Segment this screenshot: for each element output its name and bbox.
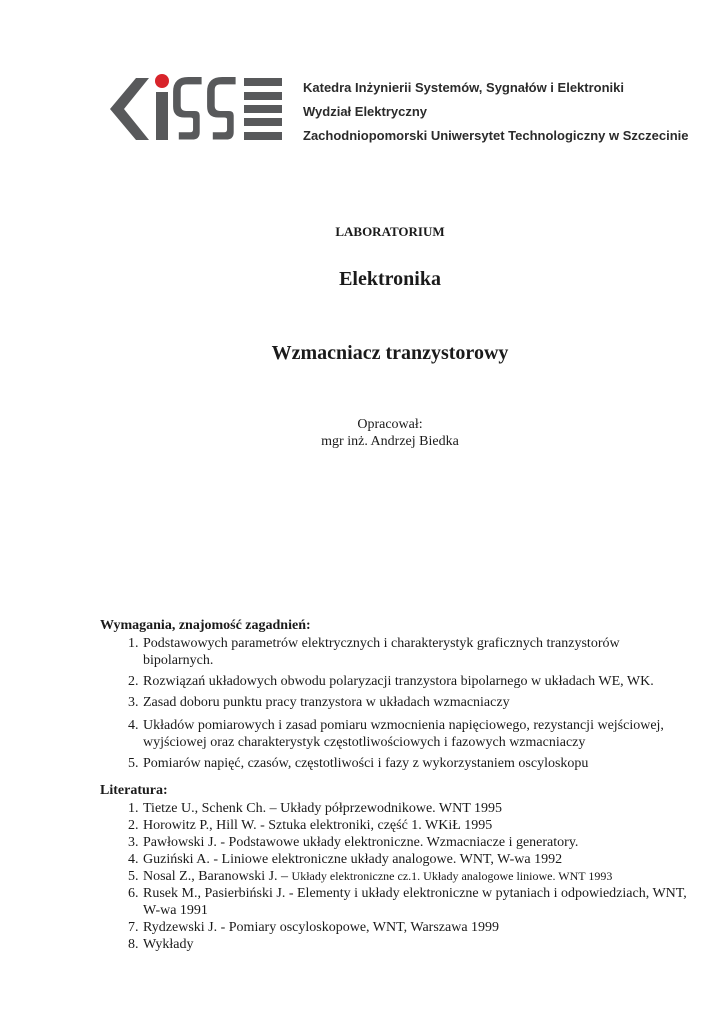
requirements-list bbox=[128, 635, 688, 776]
list-item: 5. Pomiarów napięć, czasów, częstotliwości i fazy z wykorzystaniem oscyloskopu bbox=[128, 756, 589, 771]
kisse-logo bbox=[108, 72, 288, 146]
requirements-heading: Wymagania, znajomość zagadnień: bbox=[100, 618, 311, 633]
document-header bbox=[0, 0, 724, 160]
list-item: 6. Rusek M., Pasierbiński J. - Elementy i układy elektroniczne w pytaniach i odpowiedziach, WNT, W-wa 1991 bbox=[128, 886, 687, 918]
author-name: mgr inż. Andrzej Biedka bbox=[321, 434, 459, 449]
list-item: 8. Wykłady bbox=[128, 937, 194, 952]
department-name: Katedra Inżynierii Systemów, Sygnałów i Elektroniki bbox=[303, 80, 625, 95]
list-item: 4. Guziński A. - Liniowe elektroniczne układy analogowe. WNT, W-wa 1992 bbox=[128, 852, 563, 867]
list-item: 5. Nosal Z., Baranowski J. – Układy elektroniczne cz.1. Układy analogowe liniowe. WNT 1993 bbox=[128, 869, 613, 884]
literature-list bbox=[128, 800, 688, 953]
topic-title: Wzmacniacz tranzystorowy bbox=[271, 342, 509, 364]
literature-heading: Literatura: bbox=[100, 783, 168, 798]
list-item: 1. Podstawowych parametrów elektrycznych i charakterystyk graficznych tranzystorów bipolarnych. bbox=[128, 636, 620, 668]
university-name: Zachodniopomorski Uniwersytet Technologiczny w Szczecinie bbox=[303, 128, 689, 143]
list-item: 4. Układów pomiarowych i zasad pomiaru wzmocnienia napięciowego, rezystancji wejściowej, wyjściowej oraz charakterystyk częstotliwościowych i fazowych wzmacniaczy bbox=[128, 718, 664, 750]
prepared-by-label: Opracował: bbox=[357, 417, 423, 432]
faculty-name: Wydział Elektryczny bbox=[303, 104, 428, 119]
lab-label: LABORATORIUM bbox=[335, 224, 445, 239]
list-item: 7. Rydzewski J. - Pomiary oscyloskopowe, WNT, Warszawa 1999 bbox=[128, 920, 500, 935]
list-item: 2. Horowitz P., Hill W. - Sztuka elektroniki, część 1. WKiŁ 1995 bbox=[128, 818, 493, 833]
subject-title: Elektronika bbox=[339, 268, 441, 290]
list-item: 3. Zasad doboru punktu pracy tranzystora w układach wzmacniaczy bbox=[128, 695, 510, 710]
list-item: 1. Tietze U., Schenk Ch. – Układy półprzewodnikowe. WNT 1995 bbox=[128, 801, 503, 816]
department-info bbox=[303, 80, 689, 152]
list-item: 3. Pawłowski J. - Podstawowe układy elektroniczne. Wzmacniacze i generatory. bbox=[128, 835, 579, 850]
list-item: 2. Rozwiązań układowych obwodu polaryzacji tranzystora bipolarnego w układach WE, WK. bbox=[128, 674, 654, 689]
